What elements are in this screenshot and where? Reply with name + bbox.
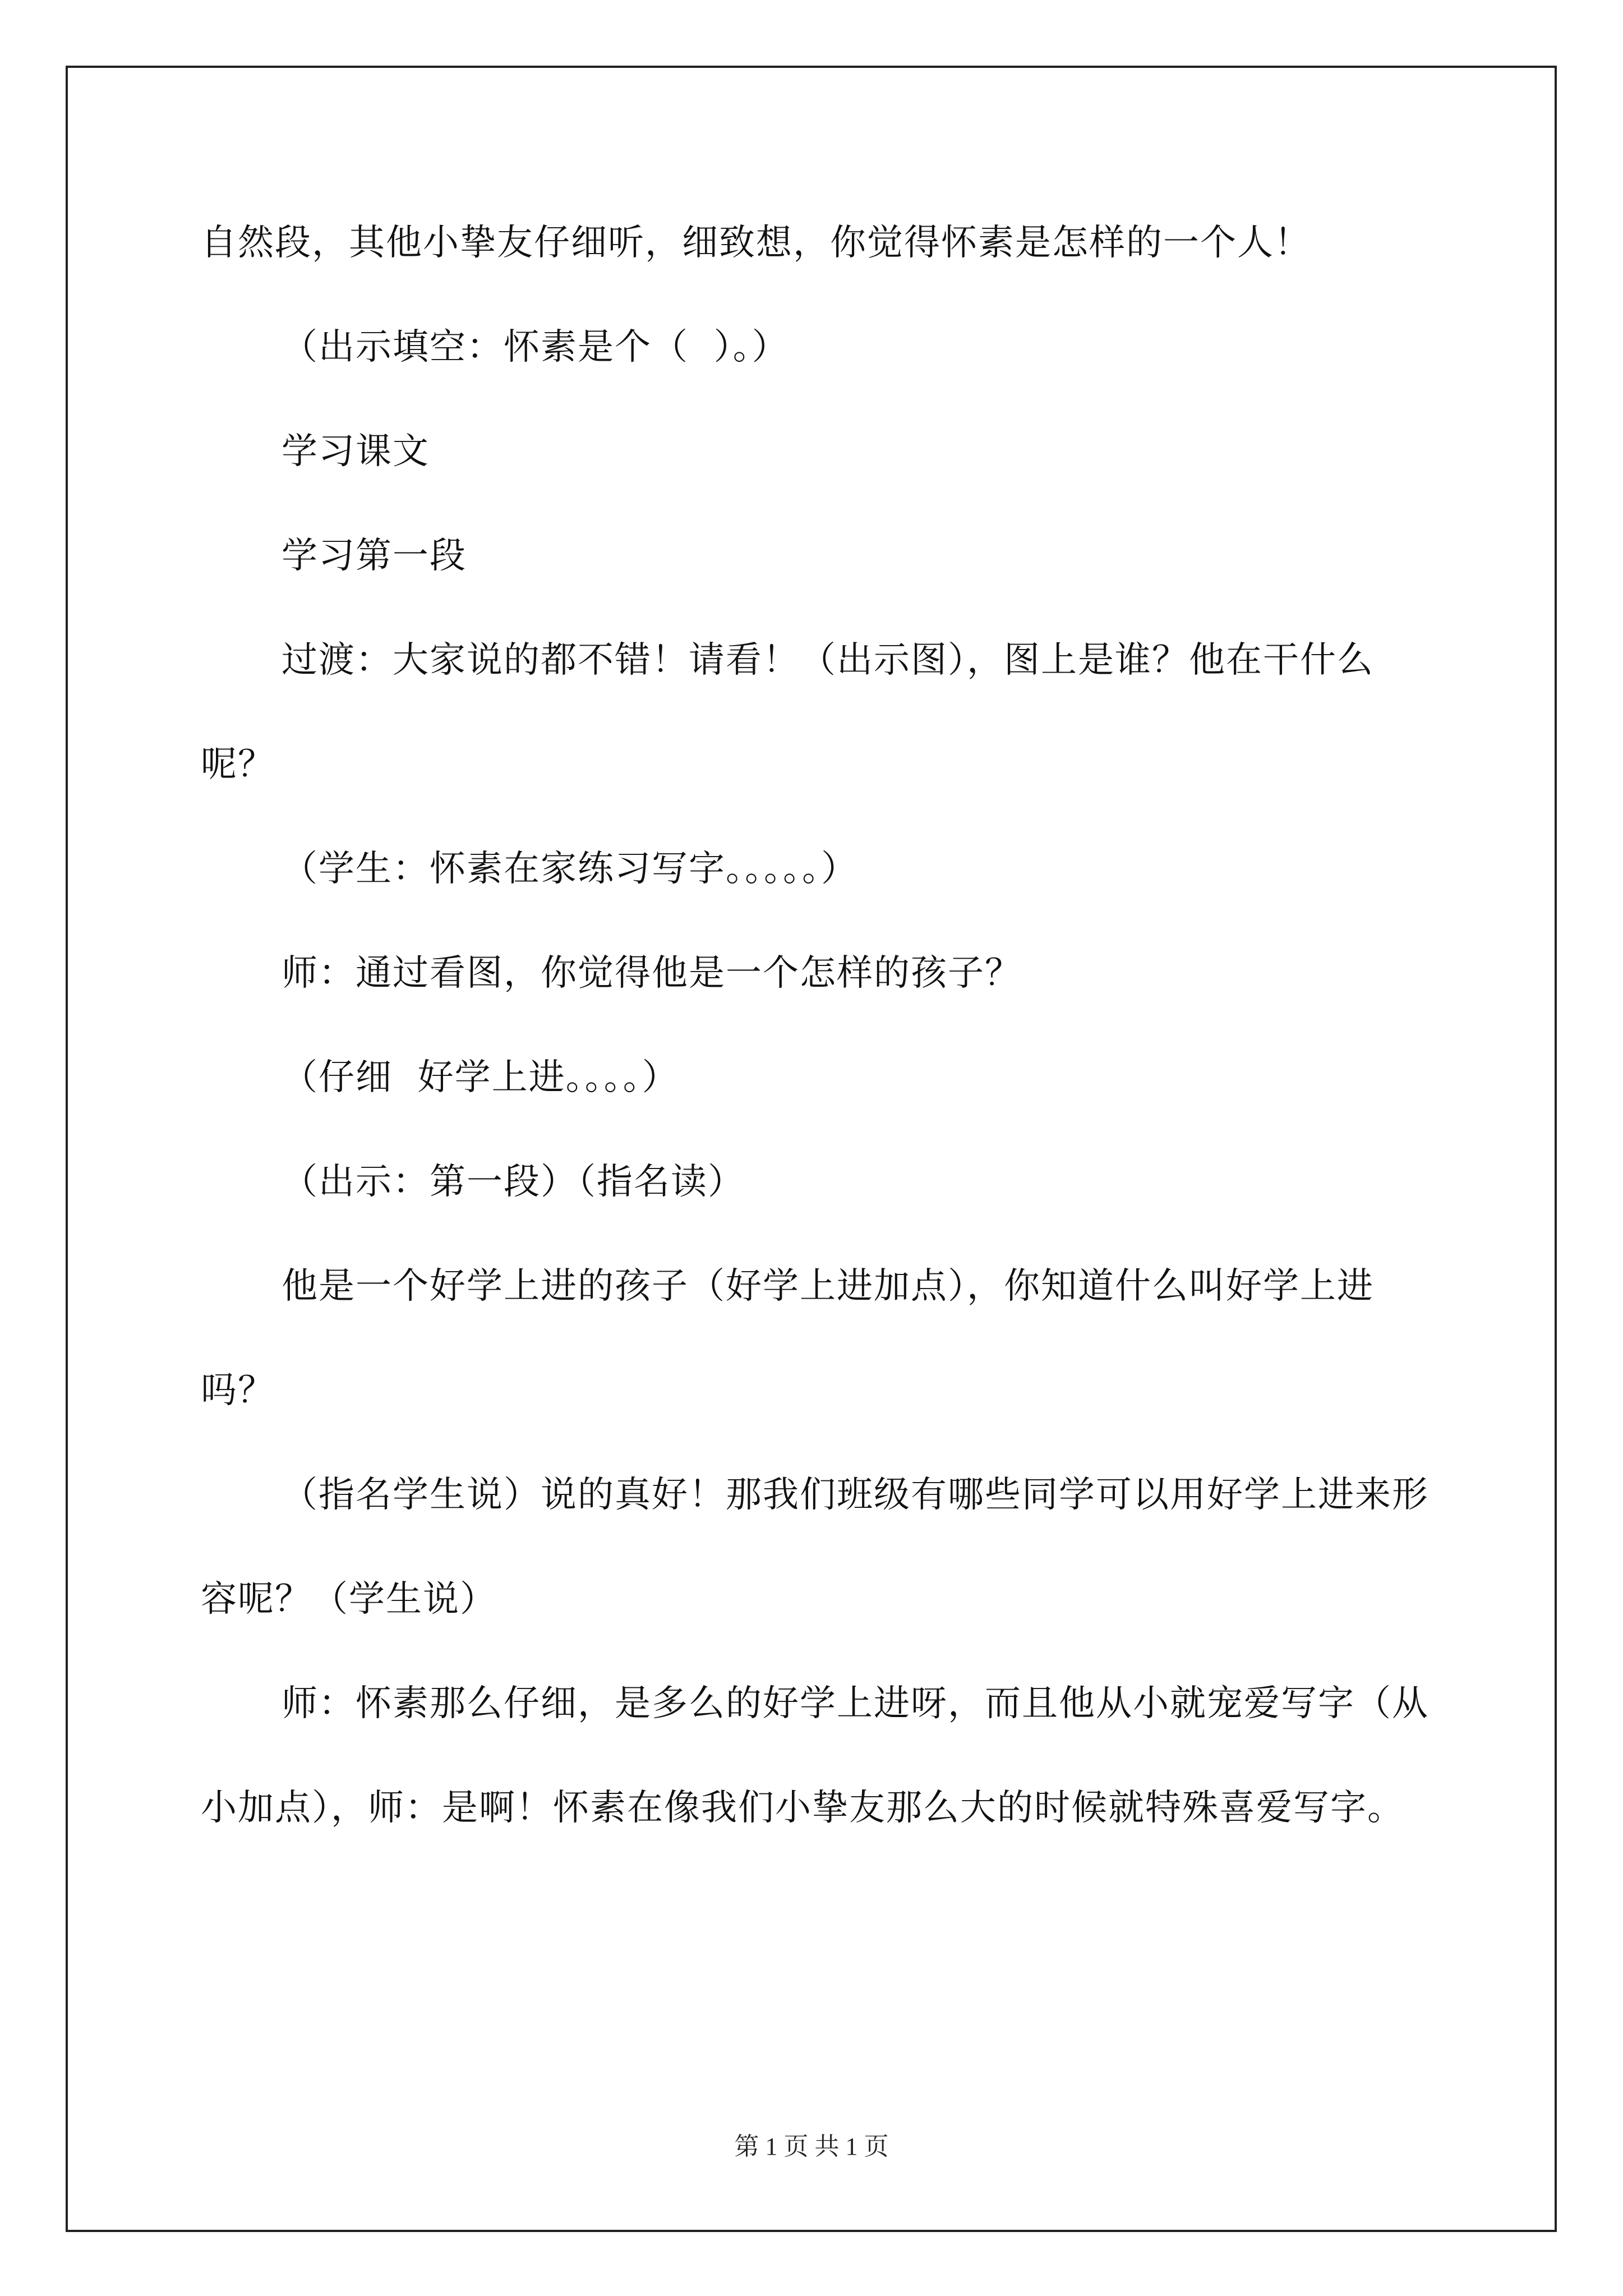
paragraph-10: 他是一个好学上进的孩子（好学上进加点），你知道什么叫好学上进吗？ [201,1266,1374,1411]
paragraph-11: （指名学生说）说的真好！那我们班级有哪些同学可以用好学上进来形容呢？（学生说） [201,1474,1429,1620]
paragraph-3: 学习课文 [282,431,430,472]
paragraph-2: （出示填空：怀素是个（ ）。） [282,326,789,368]
paragraph-5: 过渡：大家说的都不错！请看！（出示图），图上是谁？他在干什么呢？ [201,639,1374,785]
document-body [201,191,1435,1860]
paragraph-7: 师：通过看图，你觉得他是一个怎样的孩子？ [282,953,1022,994]
paragraph-6: （学生：怀素在家练习写字。。。。。） [282,848,858,890]
paragraph-4: 学习第一段 [282,535,467,577]
paragraph-12: 师：怀素那么仔细，是多么的好学上进呀，而且他从小就宠爱写字（从小加点），师：是啊！怀素在像我们小挚友那么大的时候就特殊喜爱写字。 [201,1683,1429,1829]
paragraph-1: 自然段，其他小挚友仔细听，细致想，你觉得怀素是怎样的一个人！ [201,222,1311,264]
paragraph-8: （仔细 好学上进。。。。） [282,1057,679,1098]
page-number-footer: 第 1 页 共 1 页 [734,2133,889,2160]
paragraph-9: （出示：第一段）（指名读） [282,1161,745,1203]
